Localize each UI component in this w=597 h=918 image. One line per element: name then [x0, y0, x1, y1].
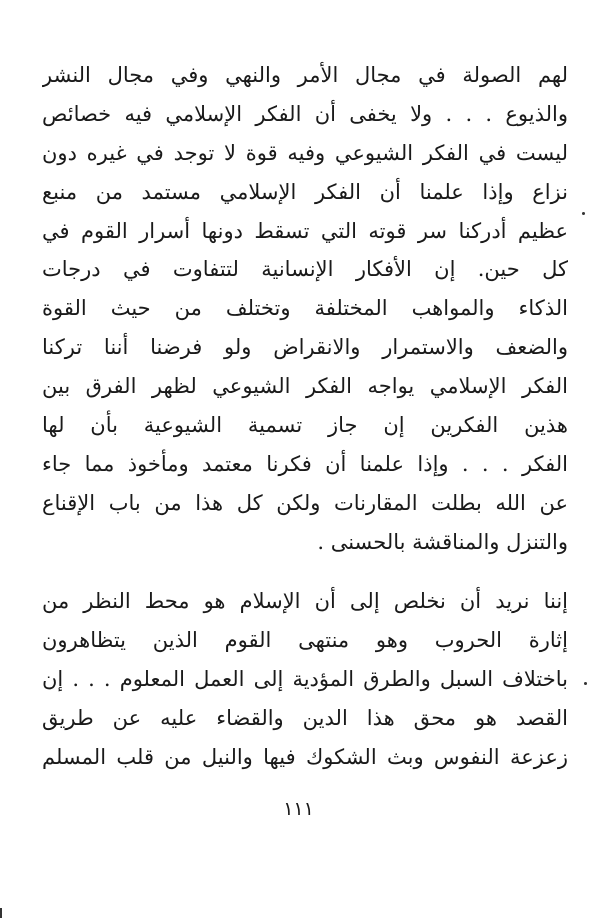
scan-speck: [582, 212, 585, 215]
paragraph-2: [42, 582, 568, 776]
text-line: الذكاء والمواهب المختلفة وتختلف من حيث القوة: [42, 296, 568, 321]
text-line: زعزعة النفوس وبث الشكوك فيها والنيل من قلب المسلم: [42, 744, 568, 769]
text-line: لهم الصولة في مجال الأمر والنهي وفي مجال النشر: [42, 63, 568, 87]
text-line: إثارة الحروب وهو منتهى القوم الذين يتظاهرون: [42, 627, 568, 652]
text-line: والتنزل والمناقشة بالحسنى .: [317, 529, 568, 554]
text-line: ليست في الفكر الشيوعي وفيه قوة لا توجد في غيره دون: [42, 140, 568, 165]
page-number: ١١١: [283, 798, 314, 820]
text-line: الفكر . . . وإذا علمنا أن فكرنا معتمد ومأخوذ مما جاء: [42, 451, 568, 476]
scan-speck: [584, 682, 587, 685]
text-line: عظيم أدركنا سر قوته التي تسقط دونها أسرار القوم في: [42, 218, 568, 243]
text-line: باختلاف السبل والطرق المؤدية إلى العمل المعلوم . . . إن: [42, 666, 568, 691]
paragraph-1: [42, 56, 568, 562]
text-line: الفكر الإسلامي يواجه الفكر الشيوعي لظهر الفرق بين: [42, 374, 568, 399]
text-line: القصد هو محق هذا الدين والقضاء عليه عن طريق: [42, 705, 568, 730]
text-line: هذين الفكرين إن جاز تسمية الشيوعية بأن لها: [42, 413, 568, 438]
text-line: كل حين. إن الأفكار الإنسانية لتتفاوت في درجات: [42, 257, 568, 282]
text-line: نزاع وإذا علمنا أن الفكر الإسلامي مستمد من منبع: [42, 179, 568, 204]
text-line: عن الله بطلت المقارنات ولكن كل هذا من باب الإقناع: [42, 490, 568, 515]
text-line: إننا نريد أن نخلص إلى أن الإسلام هو محط النظر من: [42, 589, 568, 613]
scan-edge-mark: [0, 908, 2, 918]
text-line: والضعف والاستمرار والانقراض ولو فرضنا أننا تركنا: [42, 335, 568, 360]
text-line: والذيوع . . . ولا يخفى أن الفكر الإسلامي فيه خصائص: [42, 101, 568, 126]
